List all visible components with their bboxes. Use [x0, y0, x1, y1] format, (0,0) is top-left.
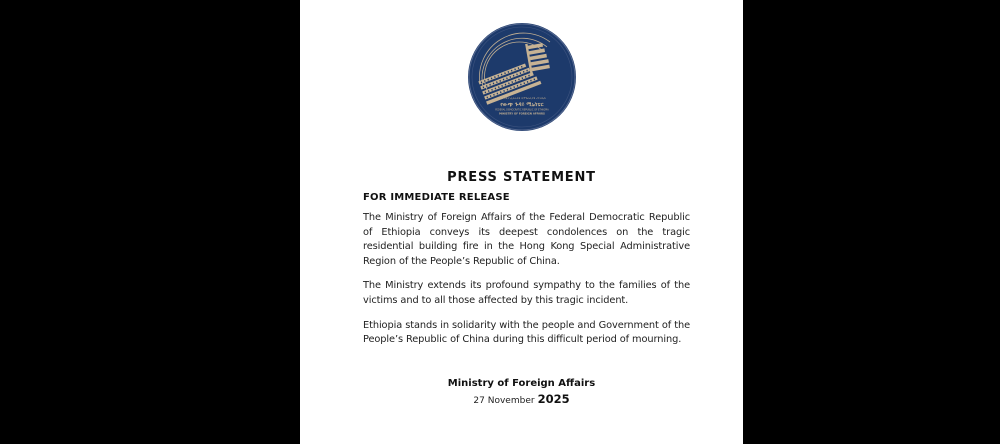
- press-statement-title: PRESS STATEMENT: [447, 170, 596, 185]
- logo-container: [300, 0, 743, 132]
- date-line: [300, 392, 743, 408]
- statement-paragraph-2: The Ministry extends its profound sympathy to the families of the victims and to all those affected by this tragic incident.: [363, 280, 690, 306]
- emblem-amharic-small-text: የኢትዮጵያ ፌዴራላዊ ዲሞክራሲያዊ ሪፐብሊክ: [497, 96, 546, 100]
- statement-body: [363, 191, 690, 348]
- emblem-amharic-large-text: የውጭ ጉዳይ ሚኒስቴር: [499, 102, 544, 108]
- emblem-english-line2-text: MINISTRY OF FOREIGN AFFAIRS: [498, 112, 545, 116]
- statement-paragraph-3: Ethiopia stands in solidarity with the people and Government of the People’s Republic of China during this difficult period of mourning.: [363, 319, 690, 346]
- press-statement-page: [300, 0, 743, 444]
- release-line: FOR IMMEDIATE RELEASE: [363, 192, 510, 203]
- emblem-english-line1-text: FEDERAL DEMOCRATIC REPUBLIC OF ETHIOPIA: [494, 108, 549, 112]
- statement-paragraph-1: The Ministry of Foreign Affairs of the Federal Democratic Republic of Ethiopia conveys its deepest condolences on the tragic residential building fire in the Hong Kong Special Administrative Region of the People’s Republic of China.: [363, 212, 690, 267]
- date-year: 2025: [537, 391, 570, 406]
- date-day-month: 27 November: [473, 395, 535, 406]
- mofa-ethiopia-emblem-icon: [467, 22, 577, 132]
- signature-line: Ministry of Foreign Affairs: [447, 377, 596, 389]
